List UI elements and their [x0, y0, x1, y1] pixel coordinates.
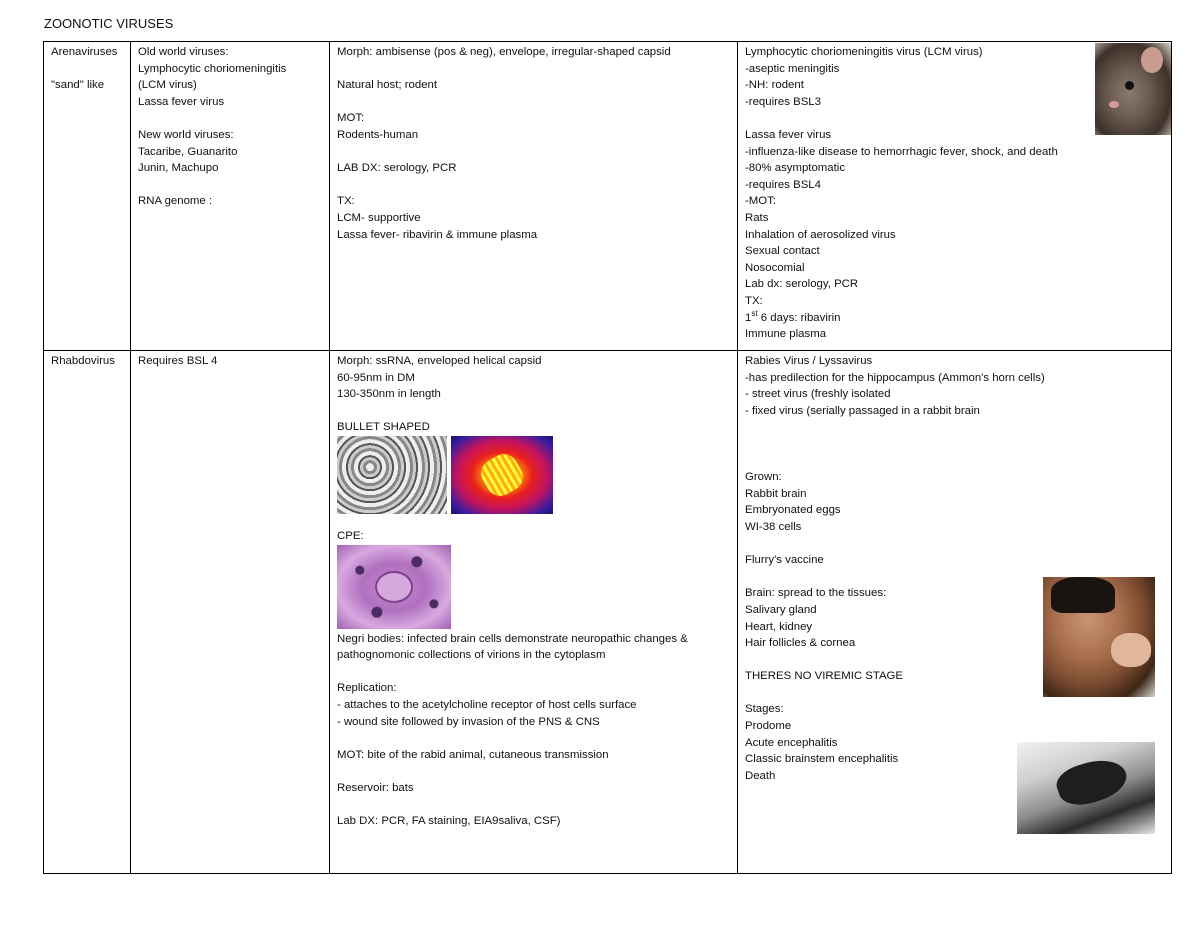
cell-line — [337, 763, 730, 780]
cell-line: Natural host; rodent — [337, 79, 438, 92]
cell-line: Rabies Virus / Lyssavirus — [745, 355, 873, 367]
cell-line: Salivary gland — [745, 603, 817, 616]
cell-line — [51, 61, 123, 78]
patient-body — [1053, 752, 1132, 812]
cell-line — [337, 403, 730, 420]
cell-line: Nosocomial — [745, 261, 805, 274]
cell-line: Classic brainstem encephalitis — [745, 753, 899, 766]
cpe-histology-image — [337, 545, 451, 629]
cell-line: Morph: ambisense (pos & neg), envelope, irregular-shaped capsid — [337, 46, 671, 58]
cell-line: Heart, kidney — [745, 620, 813, 633]
cell-line: Tacaribe, Guanarito — [138, 145, 238, 158]
electron-micrograph-image — [337, 436, 447, 514]
cell-line: New world viruses: — [138, 128, 234, 141]
cell-line — [337, 94, 730, 111]
cell-line — [138, 110, 322, 127]
virus-table — [43, 41, 1172, 874]
cell-line: Embryonated eggs — [745, 504, 841, 517]
cell-line: Sexual contact — [745, 245, 820, 258]
rhabdovirus-types-cell — [131, 351, 330, 874]
cell-line: Flurry's vaccine — [745, 554, 824, 567]
cell-line: RNA genome : — [138, 195, 213, 208]
cell-line: TX: — [745, 294, 763, 307]
rhabdovirus-properties-cell — [330, 351, 738, 874]
cell-line: Rodents-human — [337, 128, 419, 141]
cpe-image-wrap — [337, 545, 730, 631]
cell-line: Requires BSL 4 — [138, 355, 218, 367]
cell-line: (LCM virus) — [138, 79, 197, 92]
cell-line: Replication: — [337, 682, 397, 695]
cell-line — [138, 177, 322, 194]
cell-line: CPE: — [337, 529, 364, 542]
cell-line: Rhabdovirus — [51, 355, 115, 367]
tx-rest: 6 days: ribavirin — [757, 311, 841, 324]
cell-line: -influenza-like disease to hemorrhagic fever, shock, and death — [745, 145, 1058, 158]
cell-line: Morph: ssRNA, enveloped helical capsid — [337, 355, 542, 367]
cell-line: Lassa fever- ribavirin & immune plasma — [337, 228, 538, 241]
cell-line: Inhalation of aerosolized virus — [745, 228, 896, 241]
cell-line: Negri bodies: infected brain cells demonstrate neuropathic changes & pathognomonic collections of virions in the cytoplasm — [337, 632, 688, 662]
cell-line — [745, 536, 1164, 553]
cell-line: -NH: rodent — [745, 79, 804, 92]
cell-line: LAB DX: serology, PCR — [337, 162, 457, 175]
cell-line: Lab dx: serology, PCR — [745, 278, 859, 291]
cell-line: Lymphocytic choriomeningitis — [138, 62, 287, 75]
tx-number: 1 — [745, 311, 752, 324]
cell-line: Hair follicles & cornea — [745, 637, 856, 650]
table-row — [44, 351, 1172, 874]
cell-line: -has predilection for the hippocampus (Ammon's horn cells) — [745, 371, 1045, 384]
cell-line: -80% asymptomatic — [745, 162, 846, 175]
cell-line: Lassa fever virus — [138, 95, 225, 108]
cell-line — [337, 144, 730, 161]
cell-line: MOT: — [337, 112, 365, 125]
rabies-patient-photo — [1043, 577, 1155, 697]
cell-line: Acute encephalitis — [745, 736, 838, 749]
cell-line: 130-350nm in length — [337, 388, 441, 401]
cell-line: Rats — [745, 211, 769, 224]
arenavirus-types-cell — [131, 42, 330, 351]
cell-line: -aseptic meningitis — [745, 62, 840, 75]
cell-line — [745, 436, 1164, 453]
cell-line: MOT: bite of the rabid animal, cutaneous transmission — [337, 748, 609, 761]
cell-line: WI-38 cells — [745, 520, 802, 533]
virion-images — [337, 436, 730, 522]
cell-line: -MOT: — [745, 195, 777, 208]
cell-line: -requires BSL3 — [745, 95, 821, 108]
cell-line: Brain: spread to the tissues: — [745, 587, 887, 600]
cell-line: - fixed virus (serially passaged in a rabbit brain — [745, 404, 980, 417]
encephalitis-patient-photo — [1017, 742, 1155, 834]
cell-line: Immune plasma — [745, 328, 827, 341]
page-title: ZOONOTIC VIRUSES — [44, 16, 174, 31]
negri-body-cell — [375, 571, 413, 603]
cell-line — [337, 61, 730, 78]
cell-line — [337, 797, 730, 814]
cell-line: - wound site followed by invasion of the PNS & CNS — [337, 715, 600, 728]
arenavirus-family-cell — [44, 42, 131, 351]
cell-line — [745, 419, 1164, 436]
cell-line: "sand" like — [51, 79, 105, 92]
cell-line: Grown: — [745, 471, 782, 484]
rat-nose — [1109, 101, 1119, 108]
rat-photo — [1095, 43, 1171, 135]
rhabdovirus-family-cell — [44, 351, 131, 874]
cell-line: Lymphocytic choriomeningitis virus (LCM virus) — [745, 46, 983, 58]
cell-line: Lab DX: PCR, FA staining, EIA9saliva, CSF) — [337, 815, 561, 828]
arenavirus-properties-cell — [330, 42, 738, 351]
cell-line — [337, 664, 730, 681]
cell-line: -requires BSL4 — [745, 178, 821, 191]
cell-line: Arenaviruses — [51, 46, 118, 58]
cell-line: Lassa fever virus — [745, 128, 832, 141]
cell-line: 60-95nm in DM — [337, 371, 415, 384]
cell-line: Prodome — [745, 720, 792, 733]
cell-line: Reservoir: bats — [337, 781, 414, 794]
fluorescent-virion-image — [451, 436, 553, 514]
cell-line: LCM- supportive — [337, 211, 421, 224]
cell-line: Rabbit brain — [745, 487, 807, 500]
cell-line — [337, 177, 730, 194]
cell-line: Death — [745, 769, 776, 782]
cell-line: Stages: — [745, 703, 784, 716]
patient-hand — [1111, 633, 1151, 667]
rhabdovirus-details-cell — [738, 351, 1172, 874]
treatment-line — [745, 310, 1164, 327]
tx-superscript: st — [751, 308, 758, 318]
cell-line: THERES NO VIREMIC STAGE — [745, 670, 904, 683]
cell-line: - attaches to the acetylcholine receptor of host cells surface — [337, 698, 637, 711]
virion-core — [476, 449, 528, 501]
patient-hair — [1051, 577, 1115, 613]
cell-line: - street virus (freshly isolated — [745, 388, 891, 401]
rat-ear — [1141, 47, 1163, 73]
cell-line: Old world viruses: — [138, 46, 229, 58]
cell-line: TX: — [337, 195, 355, 208]
rat-eye — [1125, 81, 1134, 90]
cell-line: Junin, Machupo — [138, 162, 219, 175]
table-row — [44, 42, 1172, 351]
arenavirus-details-cell — [738, 42, 1172, 351]
cell-line — [745, 453, 1164, 470]
cell-line: BULLET SHAPED — [337, 421, 430, 434]
cell-line — [337, 730, 730, 747]
